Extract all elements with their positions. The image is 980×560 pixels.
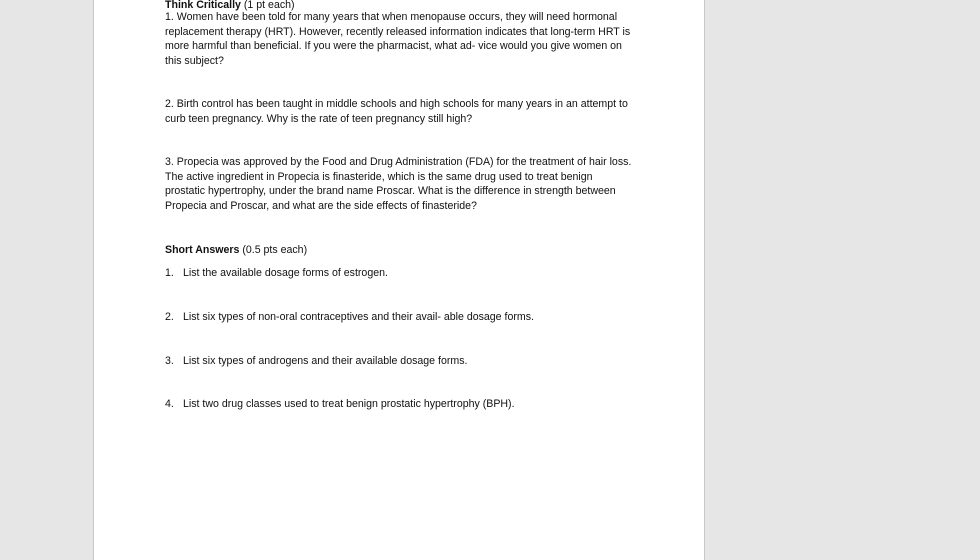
item-number: 1.: [165, 267, 174, 279]
question-1: 1. Women have been told for many years that when menopause occurs, they will need hormonal replacement therapy (HRT). However, recently released information indicates that long-term HRT is more harmful than beneficial. If you were the pharmacist, what ad- vice would you give women on this subject?: [165, 11, 631, 67]
short-answer-item-1: [165, 266, 388, 281]
document-page: [93, 0, 705, 560]
short-answer-item-2: [165, 310, 534, 325]
item-text: List two drug classes used to treat benign prostatic hypertrophy (BPH).: [183, 398, 515, 410]
think-critically-points: (1 pt each): [243, 0, 295, 11]
question-3: 3. Propecia was approved by the Food and Drug Administration (FDA) for the treatment of hair loss. The active ingredient in Propecia is finasteride, which is the same drug used to treat benign prostatic hypertrophy, under the brand name Proscar. What is the difference in strength between Propecia and Proscar, and what are the side effects of finasteride?: [165, 156, 632, 212]
item-text: List six types of non-oral contraceptives and their avail- able dosage forms.: [183, 311, 534, 323]
short-answer-item-4: [165, 397, 515, 412]
think-critically-title: Think Critically: [165, 0, 241, 11]
item-number: 3.: [165, 355, 174, 367]
item-number: 4.: [165, 398, 174, 410]
short-answers-points: (0.5 pts each): [242, 244, 308, 256]
item-text: List the available dosage forms of estrogen.: [183, 267, 388, 279]
item-text: List six types of androgens and their available dosage forms.: [183, 355, 468, 367]
question-2: 2. Birth control has been taught in middle schools and high schools for many years in an attempt to curb teen pregnancy. Why is the rate of teen pregnancy still high?: [165, 98, 628, 125]
short-answer-item-3: [165, 354, 467, 369]
short-answers-title: Short Answers: [165, 244, 240, 256]
item-number: 2.: [165, 311, 174, 323]
short-answers-heading: [165, 243, 307, 258]
